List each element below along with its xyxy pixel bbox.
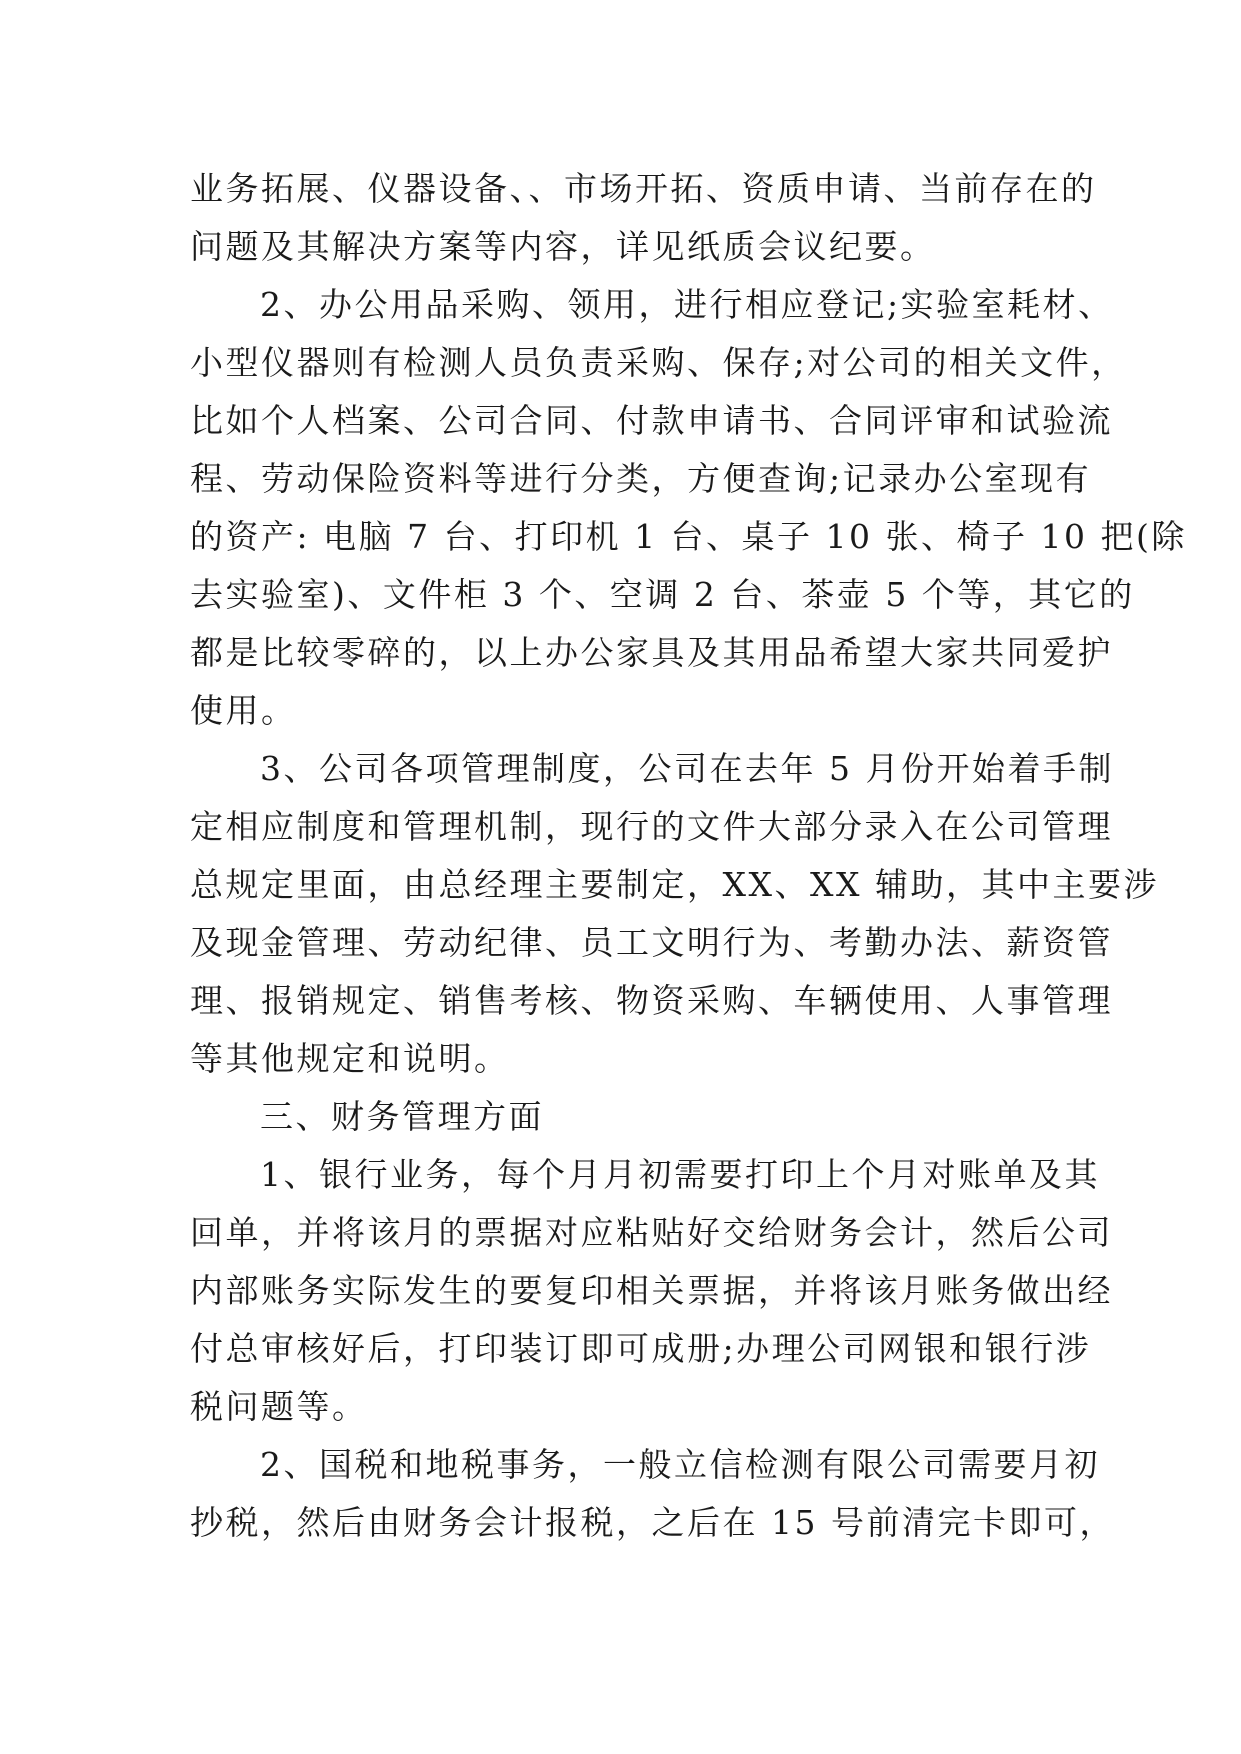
text-line: 回单，并将该月的票据对应粘贴好交给财务会计，然后公司	[190, 1213, 1113, 1252]
document-body	[190, 160, 1187, 1552]
text-line: 付总审核好后，打印装订即可成册;办理公司网银和银行涉	[190, 1329, 1092, 1368]
text-line: 的资产: 电脑 7 台、打印机 1 台、桌子 10 张、椅子 10 把(除	[190, 517, 1187, 556]
text-line: 业务拓展、仪器设备、、市场开拓、资质申请、当前存在的	[190, 169, 1097, 208]
text-line: 小型仪器则有检测人员负责采购、保存;对公司的相关文件，	[190, 343, 1127, 382]
text-line: 抄税，然后由财务会计报税，之后在 15 号前清完卡即可，	[190, 1503, 1115, 1542]
text-line: 都是比较零碎的，以上办公家具及其用品希望大家共同爱护	[190, 633, 1113, 672]
text-line: 比如个人档案、公司合同、付款申请书、合同评审和试验流	[190, 401, 1113, 440]
text-line: 程、劳动保险资料等进行分类，方便查询;记录办公室现有	[190, 459, 1092, 498]
text-line: 去实验室)、文件柜 3 个、空调 2 台、茶壶 5 个等，其它的	[190, 575, 1135, 614]
text-line: 等其他规定和说明。	[190, 1039, 510, 1078]
text-line: 1、银行业务，每个月月初需要打印上个月对账单及其	[260, 1155, 1100, 1194]
text-line: 内部账务实际发生的要复印相关票据，并将该月账务做出经	[190, 1271, 1113, 1310]
text-line: 理、报销规定、销售考核、物资采购、车辆使用、人事管理	[190, 981, 1113, 1020]
text-line: 及现金管理、劳动纪律、员工文明行为、考勤办法、薪资管	[190, 923, 1113, 962]
text-line: 问题及其解决方案等内容，详见纸质会议纪要。	[190, 227, 936, 266]
text-line: 税问题等。	[190, 1387, 368, 1426]
text-line: 定相应制度和管理机制，现行的文件大部分录入在公司管理	[190, 807, 1113, 846]
text-line: 3、公司各项管理制度，公司在去年 5 月份开始着手制	[260, 749, 1114, 788]
text-line: 2、办公用品采购、领用，进行相应登记;实验室耗材、	[260, 285, 1114, 324]
text-line: 总规定里面，由总经理主要制定，XX、XX 辅助，其中主要涉	[190, 865, 1159, 904]
text-line: 2、国税和地税事务，一般立信检测有限公司需要月初	[260, 1445, 1100, 1484]
text-line: 三、财务管理方面	[260, 1097, 544, 1136]
text-line: 使用。	[190, 691, 297, 730]
